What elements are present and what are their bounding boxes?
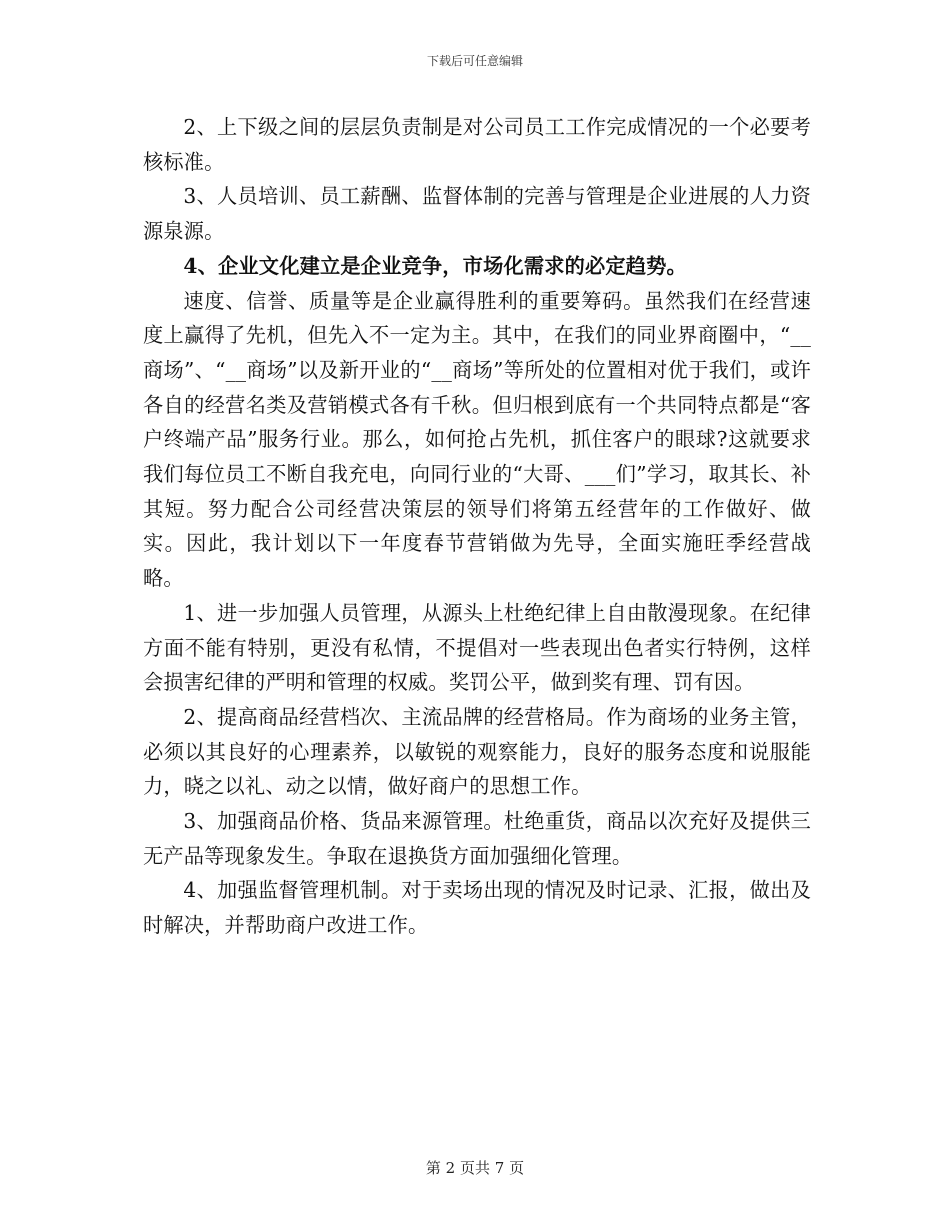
paragraph-2: 3、人员培训、员工薪酬、监督体制的完善与管理是企业进展的人力资源泉源。: [143, 184, 811, 244]
paragraph-1: 2、上下级之间的层层负责制是对公司员工工作完成情况的一个必要考核标准。: [143, 115, 811, 174]
paragraph-4: 1、进一步加强人员管理，从源头上杜绝纪律上自由散漫现象。在纪律方面不能有特别，更没有私情，不提倡对一些表现出色者实行特例，这样会损害纪律的严明和管理的权威。奖罚公平，做到奖有理、罚有因。: [143, 600, 811, 695]
section-heading: 4、企业文化建立是企业竞争，市场化需求的必定趋势。: [183, 253, 687, 278]
document-body: [143, 110, 811, 943]
paragraph-7: 4、加强监督管理机制。对于卖场出现的情况及时记录、汇报，做出及时解决，并帮助商户改进工作。: [143, 878, 811, 938]
paragraph-6: 3、加强商品价格、货品来源管理。杜绝重货，商品以次充好及提供三无产品等现象发生。争取在退换货方面加强细化管理。: [143, 809, 811, 868]
page-header: 下载后可任意编辑: [426, 54, 523, 68]
page-footer: 第 2 页共 7 页: [425, 1159, 525, 1177]
paragraph-3: 速度、信誉、质量等是企业赢得胜利的重要筹码。虽然我们在经营速度上赢得了先机，但先入不一定为主。其中，在我们的同业界商圈中，“__商场”、“__商场”以及新开业的“__商场”等所处的位置相对优于我们，或许各自的经营名类及营销模式各有千秋。但归根到底有一个共同特点都是“客户终端产品”服务行业。那么，如何抢占先机，抓住客户的眼球?这就要求我们每位员工不断自我充电，向同行业的“大哥、___们”学习，取其长、补其短。努力配合公司经营决策层的领导们将第五经营年的工作做好、做实。因此，我计划以下一年度春节营销做为先导，全面实施旺季经营战略。: [143, 288, 811, 591]
paragraph-5: 2、提高商品经营档次、主流品牌的经营格局。作为商场的业务主管，必须以其良好的心理素养，以敏锐的观察能力，良好的服务态度和说服能力，晓之以礼、动之以情，做好商户的思想工作。: [143, 704, 811, 799]
